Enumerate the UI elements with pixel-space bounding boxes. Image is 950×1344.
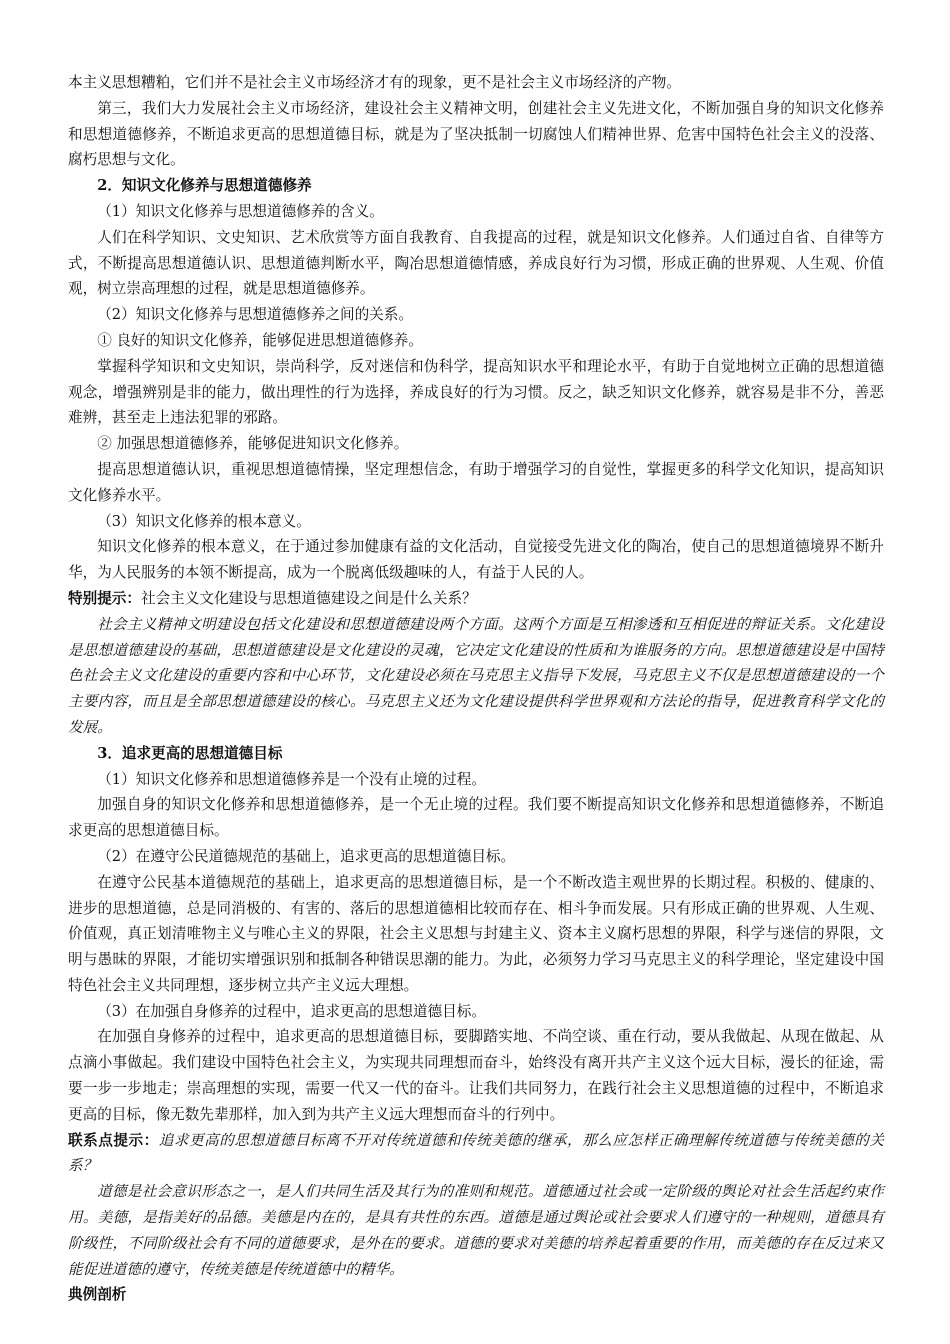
paragraph: 提高思想道德认识，重视思想道德情操，坚定理想信念，有助于增强学习的自觉性，掌握更多的科学文化知识，提高知识文化修养水平。	[68, 460, 884, 504]
subheading: （2）在遵守公民道德规范的基础上，追求更高的思想道德目标。	[97, 847, 516, 865]
special-tip	[68, 586, 884, 612]
paragraph: 本主义思想糟粕，它们并不是社会主义市场经济才有的现象，更不是社会主义市场经济的产物。	[68, 74, 681, 91]
link-tip-question: 追求更高的思想道德目标离不开对传统道德和传统美德的继承，那么应怎样正确理解传统道德与传统美德的关系？	[68, 1131, 884, 1175]
paragraph: 第三，我们大力发展社会主义市场经济，建设社会主义精神文明，创建社会主义先进文化，不断加强自身的知识文化修养和思想道德修养，不断追求更高的思想道德目标，就是为了坚决抵制一切腐蚀人们精神世界、危害中国特色社会主义的没落、腐朽思想与文化。	[68, 99, 884, 169]
example-analysis-heading: 典例剖析	[68, 1286, 127, 1304]
subheading: （2）知识文化修养与思想道德修养之间的关系。	[97, 306, 413, 324]
paragraph: 掌握科学知识和文史知识，崇尚科学，反对迷信和伪科学，提高知识水平和理论水平，有助于自觉地树立正确的思想道德观念，增强辨别是非的能力，做出理性的行为选择，养成良好的行为习惯。反之，缺乏知识文化修养，就容易是非不分，善恶难辨，甚至走上违法犯罪的邪路。	[68, 357, 884, 427]
paragraph: 在加强自身修养的过程中，追求更高的思想道德目标，要脚踏实地、不尚空谈、重在行动，要从我做起、从现在做起、从点滴小事做起。我们建设中国特色社会主义，为实现共同理想而奋斗，始终没有离开共产主义这个远大目标，漫长的征途，需要一步一步地走；崇高理想的实现，需要一代又一代的奋斗。让我们共同努力，在践行社会主义思想道德的过程中，不断追求更高的目标，像无数先辈那样，加入到为共产主义远大理想而奋斗的行列中。	[68, 1028, 884, 1123]
special-tip-question: 社会主义文化建设与思想道德建设之间是什么关系？	[140, 589, 477, 607]
subheading: （1）知识文化修养和思想道德修养是一个没有止境的过程。	[97, 770, 486, 788]
paragraph: 知识文化修养的根本意义，在于通过参加健康有益的文化活动，自觉接受先进文化的陶冶，使自己的思想道德境界不断升华，为人民服务的本领不断提高，成为一个脱离低级趣味的人，有益于人民的人。	[68, 538, 884, 582]
subheading: （3）知识文化修养的根本意义。	[97, 512, 311, 530]
special-tip-label: 特别提示：	[68, 589, 141, 607]
section-heading: 3．追求更高的思想道德目标	[97, 744, 283, 762]
note-paragraph: 道德是社会意识形态之一，是人们共同生活及其行为的准则和规范。道德通过社会或一定阶级的舆论对社会生活起约束作用。美德，是指美好的品德。美德是内在的，是具有共性的东西。道德是通过舆论或社会要求人们遵守的一种规则，道德具有阶级性，不同阶级社会有不同的道德要求，是外在的要求。道德的要求对美德的培养起着重要的作用，而美德的存在反过来又能促进道德的遵守，传统美德是传统道德中的精华。	[68, 1183, 884, 1278]
link-tip-label: 联系点提示：	[68, 1131, 159, 1149]
paragraph: 人们在科学知识、文史知识、艺术欣赏等方面自我教育、自我提高的过程，就是知识文化修养。人们通过自省、自律等方式，不断提高思想道德认识、思想道德判断水平，陶冶思想道德情感，养成良好行为习惯，形成正确的世界观、人生观、价值观，树立崇高理想的过程，就是思想道德修养。	[68, 228, 884, 298]
link-tip	[68, 1128, 884, 1180]
paragraph: 加强自身的知识文化修养和思想道德修养，是一个无止境的过程。我们要不断提高知识文化修养和思想道德修养，不断追求更高的思想道德目标。	[68, 796, 884, 840]
paragraph: 在遵守公民基本道德规范的基础上，追求更高的思想道德目标，是一个不断改造主观世界的长期过程。积极的、健康的、进步的思想道德，总是同消极的、有害的、落后的思想道德相比较而存在、相斗争而发展。只有形成正确的世界观、人生观、价值观，真正划清唯物主义与唯心主义的界限，社会主义思想与封建主义、资本主义腐朽思想的界限，科学与迷信的界限，文明与愚昧的界限，才能切实增强识别和抵制各种错误思潮的能力。为此，必须努力学习马克思主义的科学理论，坚定建设中国特色社会主义共同理想，逐步树立共产主义远大理想。	[68, 873, 884, 994]
section-heading: 2．知识文化修养与思想道德修养	[97, 177, 312, 195]
subheading: （3）在加强自身修养的过程中，追求更高的思想道德目标。	[97, 1002, 486, 1020]
point: ② 加强思想道德修养，能够促进知识文化修养。	[97, 435, 409, 453]
point: ① 良好的知识文化修养，能够促进思想道德修养。	[97, 331, 423, 349]
subheading: （1）知识文化修养与思想道德修养的含义。	[97, 202, 384, 220]
note-paragraph: 社会主义精神文明建设包括文化建设和思想道德建设两个方面。这两个方面是互相渗透和互相促进的辩证关系。文化建设是思想道德建设的基础，思想道德建设是文化建设的灵魂，它决定文化建设的性质和为谁服务的方向。思想道德建设是中国特色社会主义文化建设的重要内容和中心环节，文化建设必须在马克思主义指导下发展，马克思主义不仅是思想道德建设的一个主要内容，而且是全部思想道德建设的核心。马克思主义还为文化建设提供科学世界观和方法论的指导，促进教育科学文化的发展。	[68, 615, 884, 736]
